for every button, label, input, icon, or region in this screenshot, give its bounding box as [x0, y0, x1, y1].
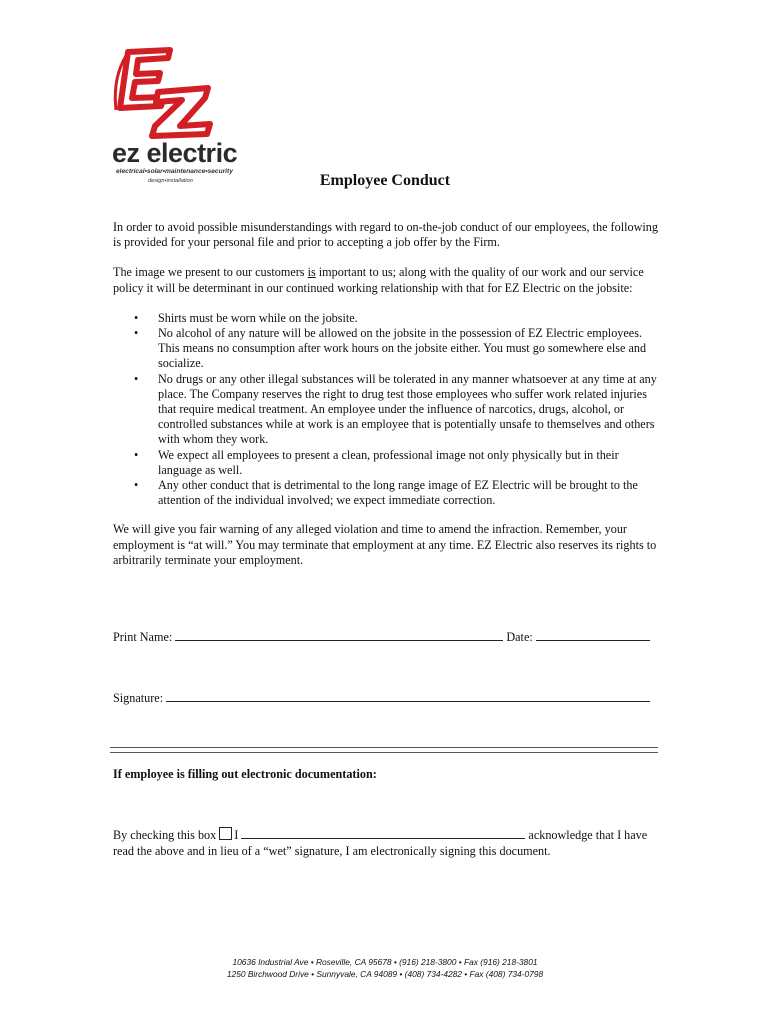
- list-item: • We expect all employees to present a clean, professional image not only physically but in their language as well.: [134, 447, 619, 477]
- date-label: Date:: [503, 630, 536, 644]
- page-footer: [0, 956, 770, 980]
- list-item: • No alcohol of any nature will be allowed on the jobsite in the possession of EZ Electric employees. This means no consumption after work hours on the jobsite either. You must go somewhere else and socialize.: [134, 326, 647, 371]
- footer-address-roseville: 10636 Industrial Ave • Roseville, CA 95678 • (916) 218-3800 • Fax (916) 218-3801: [232, 957, 538, 967]
- consent-checkbox[interactable]: [219, 827, 232, 840]
- list-item: • No drugs or any other illegal substances will be tolerated in any manner whatsoever at any time at any place. The Company reserves the right to drug test those employees who suffer work related injuries that require medical treatment. An employee under the influence of narcotics, drugs, alcohol, or controlled substances while at work is an employee that is potentially unsafe to themselves and others with whom they work.: [134, 371, 657, 447]
- signature-row: [113, 689, 650, 706]
- image-paragraph: The image we present to our customers is important to us; along with the quality of our work and our service policy it will be determinant in our continued working relationship with that for EZ Electric on the jobsite:: [113, 265, 644, 295]
- logo-name: ez electric: [112, 138, 238, 168]
- consent-i: I: [234, 828, 239, 842]
- logo-subtagline: design•installation: [148, 178, 193, 184]
- document-body: [113, 220, 661, 568]
- print-name-field[interactable]: [175, 628, 503, 641]
- electronic-heading: If employee is filling out electronic documentation:: [113, 767, 377, 781]
- ez-logo-mark-icon: [108, 44, 228, 140]
- logo-tagline: electrical•solar•maintenance•security: [116, 168, 233, 175]
- bullet-icon: •: [134, 478, 139, 493]
- bullet-icon: •: [134, 310, 139, 325]
- print-name-label: Print Name:: [113, 630, 176, 644]
- document-title: Employee Conduct: [319, 172, 451, 189]
- warning-paragraph: We will give you fair warning of any alleged violation and time to amend the infraction. Remember, your employment is “at will.” You may terminate that employment at any time. EZ Electric also reserves its rights to arbitrarily terminate your employment.: [113, 522, 657, 567]
- signature-field[interactable]: [166, 689, 650, 702]
- consent-name-field[interactable]: [241, 826, 525, 839]
- print-name-row: [113, 628, 650, 645]
- consent-prefix: By checking this box: [113, 828, 217, 842]
- signature-label: Signature:: [113, 691, 167, 705]
- footer-address-sunnyvale: 1250 Birchwood Drive • Sunnyvale, CA 94089 • (408) 734-4282 • Fax (408) 734-0798: [226, 969, 544, 979]
- intro-paragraph: In order to avoid possible misunderstandings with regard to on-the-job conduct of our employees, the following is provided for your personal file and prior to accepting a job offer by the Firm.: [113, 220, 658, 250]
- date-field[interactable]: [536, 628, 650, 641]
- bullet-icon: •: [134, 447, 139, 462]
- consent-suffix: acknowledge that I have read the above and in lieu of a “wet” signature, I am electronically signing this document.: [113, 828, 648, 858]
- list-item: • Any other conduct that is detrimental to the long range image of EZ Electric will be brought to the attention of the individual involved; we expect immediate correction.: [134, 478, 638, 508]
- bullet-icon: •: [134, 371, 139, 386]
- list-item: • Shirts must be worn while on the jobsite.: [134, 310, 358, 325]
- section-divider: [110, 747, 658, 753]
- bullet-icon: •: [134, 326, 139, 341]
- conduct-rules-list: [113, 311, 661, 509]
- electronic-consent: [113, 826, 669, 859]
